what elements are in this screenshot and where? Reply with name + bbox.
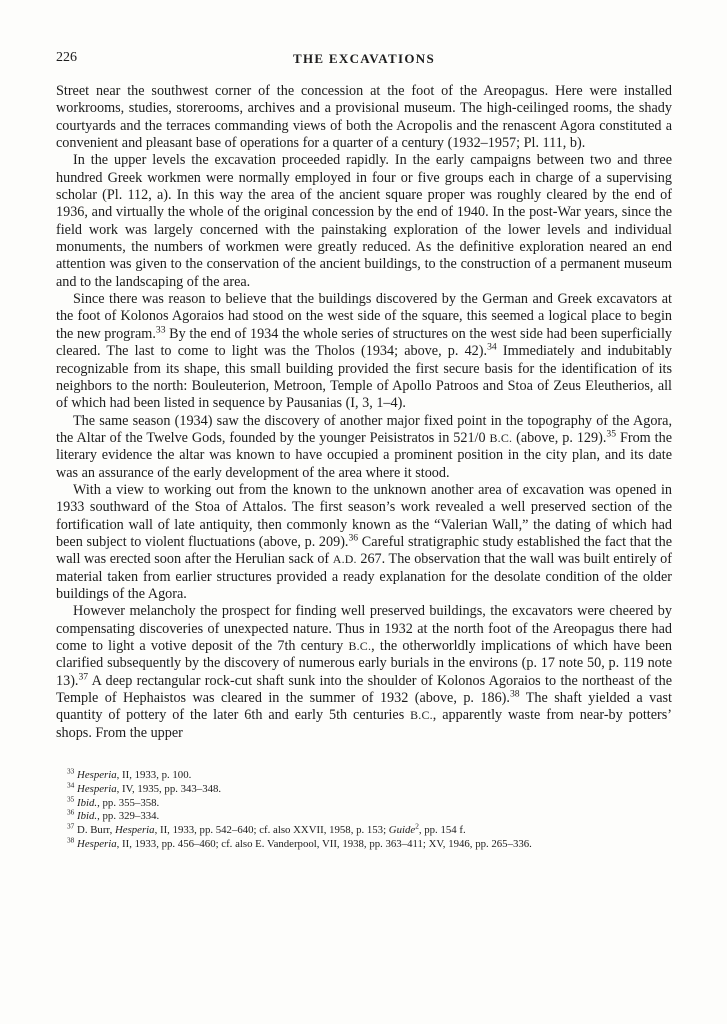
footnote (56, 807, 672, 824)
footnote (56, 835, 672, 852)
footnotes (56, 766, 672, 852)
paragraph (56, 482, 672, 603)
footnote (56, 794, 672, 811)
text-run: , II, 1933, p. 100. (116, 769, 192, 782)
paragraph (56, 603, 672, 742)
footnote-marker: 34 (67, 780, 75, 790)
text-run: (above, p. 129). (512, 429, 607, 446)
paragraph (56, 152, 672, 291)
page-number: 226 (56, 50, 77, 65)
text-run: A.D. (332, 552, 357, 567)
text-run: Street near the southwest corner of the concession at the foot of the Areopagus. Here were installed workrooms, studies, storerooms, archives and a provisional museum. The high-ceilinged rooms, the shady courtyards and the terraces commanding views of both the Acropolis and the renascent Agora constituted a convenient and pleasant base of operations for a quarter of a century (1932–1957; Pl. 111, b). (56, 83, 672, 152)
running-head (56, 50, 672, 70)
text-run: , II, 1933, pp. 456–460; cf. also E. Vanderpool, VII, 1938, pp. 363–411; XV, 1946, pp. 265–336. (116, 838, 532, 851)
text-run: Ibid. (77, 810, 98, 823)
text-run: 267. The observation that the wall was built entirely of material taken from earlier structures provided a ready explanation for the desolate condition of the older buildings of the Agora. (56, 551, 672, 602)
paragraph (56, 291, 672, 412)
text-run: , pp. 154 f. (418, 824, 466, 837)
body-text (56, 83, 672, 742)
text-run: From the literary evidence the altar was known to have occupied a prominent position in the city plan, and its date was an assurance of the early development of the area where it stood. (56, 429, 672, 481)
text-run: , pp. 355–358. (97, 796, 160, 809)
text-run: Hesperia (77, 782, 117, 795)
text-run: Hesperia (77, 838, 117, 851)
text-run: Immediately and indubitably recognizable from its shape, this small building provided the first secure basis for the identification of its neighbors to the north: Bouleuterion, Metroon, Temple of Apollo Patroos and Stoa of Zeus Eleutherios, all of which had been listed in sequence by Pausanias (I, 3, 1–4). (56, 343, 673, 412)
text-run: , apparently waste from near-by potters’ shops. From the upper (56, 707, 672, 741)
text-run: Hesperia (77, 769, 117, 782)
footnote-marker: 38 (509, 688, 520, 700)
footnote-marker: 34 (487, 341, 497, 353)
footnote-marker: 35 (606, 428, 617, 440)
text-run: The shaft yielded a vast quantity of pottery of the later 6th and early 5th centuries (56, 690, 672, 724)
footnote-marker: 37 (78, 670, 89, 682)
text-run: By the end of 1934 the whole series of structures on the west side had been superficially cleared. The last to come to light was the Tholos (1934; above, p. 42). (56, 325, 672, 360)
text-run: D. Burr, (74, 824, 115, 837)
text-run: Ibid. (77, 796, 98, 809)
footnote (56, 766, 672, 783)
footnote (56, 821, 672, 838)
footnote-marker: 36 (67, 807, 75, 817)
text-run: , the otherworldly implications of which have been clarified subsequently by the discovery of numerous early burials in the environs (p. 17 note 50, p. 119 note 13). (56, 638, 672, 689)
footnote-marker: 36 (348, 532, 359, 544)
footnote-marker: 35 (67, 794, 75, 804)
text-run: Guide (388, 824, 416, 837)
text-run: Careful stratigraphic study established the fact that the wall was erected soon after the Herulian sack of (56, 533, 672, 568)
footnote-marker: 37 (67, 821, 75, 831)
text-run: B.C. (410, 708, 433, 723)
paragraph (56, 413, 672, 482)
text-run: B.C. (348, 639, 372, 653)
footnote (56, 780, 672, 797)
text-run: However melancholy the prospect for finding well preserved buildings, the excavators were cheered by compensating discoveries of unexpected nature. Thus in 1932 at the north foot of the Areopagus there had come to light a votive deposit of the 7th century (56, 603, 672, 654)
paragraph (56, 83, 672, 152)
footnote-marker: 2 (415, 821, 419, 831)
text-run: B.C. (489, 430, 513, 445)
text-run: Hesperia (114, 824, 155, 837)
text-run: A deep rectangular rock-cut shaft sunk into the shoulder of Kolonos Agoraios to the northeast of the Temple of Hephaistos was cleared in the summer of 1932 (above, p. 186). (56, 672, 672, 707)
page-title: THE EXCAVATIONS (293, 51, 435, 66)
footnote-marker: 33 (67, 766, 75, 776)
text-run: , IV, 1935, pp. 343–348. (116, 782, 222, 795)
footnote-marker: 38 (67, 835, 75, 845)
text-run: The same season (1934) saw the discovery of another major fixed point in the topography of the Agora, the Altar of the Twelve Gods, founded by the younger Peisistratos in 521/0 (56, 412, 672, 446)
text-run: , pp. 329–334. (97, 810, 160, 823)
text-run: , II, 1933, pp. 542–640; cf. also XXVII, 1958, p. 153; (154, 824, 389, 837)
footnote-marker: 33 (155, 324, 166, 336)
text-run: In the upper levels the excavation proceeded rapidly. In the early campaigns between two and three hundred Greek workmen were normally employed in four or five groups each in charge of a supervising scholar (Pl. 112, a). In this way the area of the ancient square proper was roughly cleared by the end of 1936, and virtually the whole of the original concession by the end of 1940. In the post-War years, since the field work was largely concerned with the painstaking exploration of the lower levels and individual monuments, the numbers of workmen were greatly reduced. As the definitive exploration neared an end attention was given to the conservation of the ancient buildings, to the construction of a permanent museum and to the landscaping of the area. (56, 152, 672, 290)
text-run: Since there was reason to believe that the buildings discovered by the German and Greek excavators at the foot of Kolonos Agoraios had stood on the west side of the square, this seemed a logical place to begin the new program. (56, 291, 672, 342)
text-run: With a view to working out from the known to the unknown another area of excavation was opened in 1933 southward of the Stoa of Attalos. The first season’s work revealed a well preserved section of the fortification wall of late antiquity, then commonly known as the “Valerian Wall,” the dating of which had been subject to violent fluctuations (above, p. 209). (56, 481, 672, 550)
